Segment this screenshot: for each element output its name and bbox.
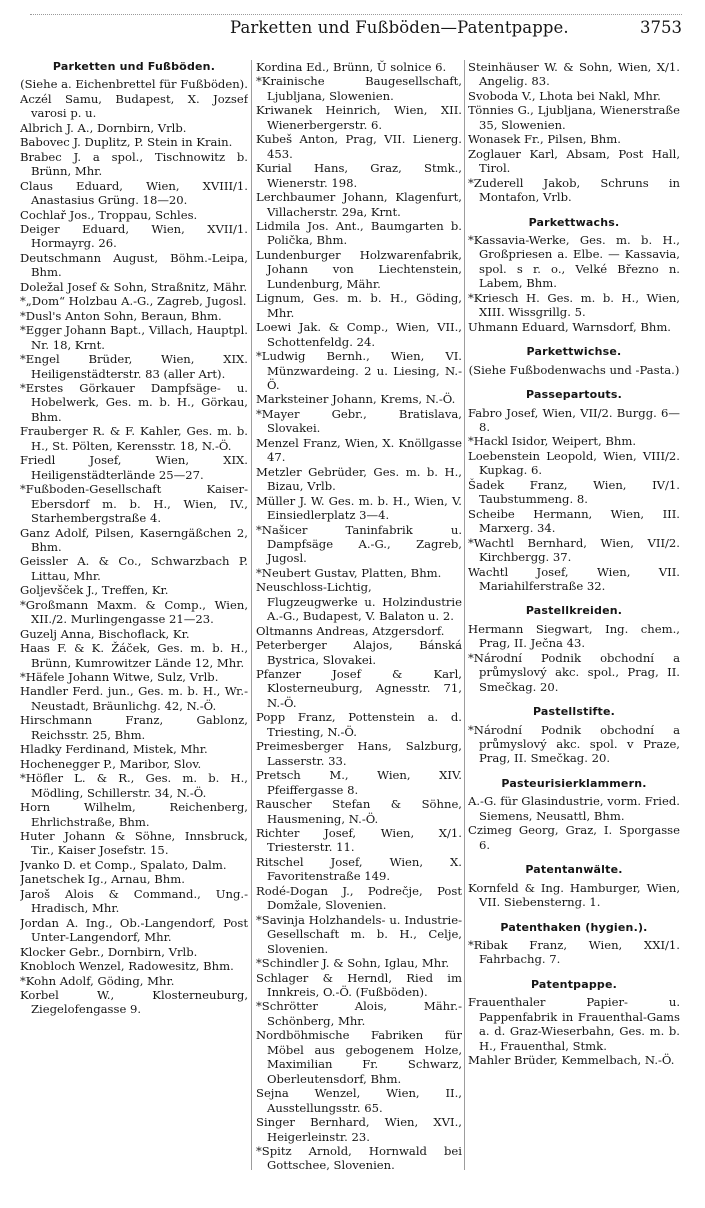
directory-entry: *Hackl Isidor, Weipert, Bhm. xyxy=(468,434,637,449)
directory-entry: Frauenthaler Papier- u. Pappenfabrik in Frauenthal-Gams a. d. Graz-Wieserbahn, Ges. m. b. H., Frauenthal, Stmk. xyxy=(468,995,680,1053)
directory-entry: Jordan A. Ing., Ob.-Langendorf, Post Unter-Langendorf, Mhr. xyxy=(20,915,248,945)
directory-entry: Geissler A. & Co., Schwarzbach P. Littau, Mhr. xyxy=(20,554,248,583)
directory-entry: Janetschek Ig., Arnau, Bhm. xyxy=(20,872,185,887)
directory-entry: Claus Eduard, Wien, XVIII/1. Anastasius Grüng. 18—20. xyxy=(20,178,248,208)
directory-entry: Czimeg Georg, Graz, I. Sporgasse 6. xyxy=(468,823,680,852)
directory-entry: Rodé-Dogan J., Podrečje, Post Domžale, Slovenien. xyxy=(256,883,462,913)
directory-entry: Doležal Josef & Sohn, Straßnitz, Mähr. xyxy=(20,279,248,294)
directory-entry: Schlager & Herndl, Ried im Innkreis, O.-Ö. (Fußböden). xyxy=(256,970,462,999)
directory-entry: *Schindler J. & Sohn, Iglau, Mhr. xyxy=(256,956,450,971)
directory-entry: Scheibe Hermann, Wien, III. Marxerg. 34. xyxy=(468,506,680,536)
directory-entry: *Krainische Baugesellschaft, Ljubljana, Slowenien. xyxy=(256,74,462,103)
directory-entry: Huter Johann & Söhne, Innsbruck, Tir., Kaiser Josefstr. 15. xyxy=(20,829,248,858)
directory-entry: Hladky Ferdinand, Mistek, Mhr. xyxy=(20,742,208,757)
section-heading: Patentpappe. xyxy=(530,977,618,991)
directory-entry: Ritschel Josef, Wien, X. Favoritenstraße 149. xyxy=(256,854,462,884)
section-heading: Parkettwachs. xyxy=(528,215,620,229)
directory-entry: *Mayer Gebr., Bratislava, Slovakei. xyxy=(256,406,462,436)
section-heading: Patentanwälte. xyxy=(525,863,623,877)
directory-entry: Fabro Josef, Wien, VII/2. Burgg. 6—8. xyxy=(468,405,680,434)
section-heading: Parketten und Fußböden. xyxy=(52,60,216,73)
directory-entry: Zoglauer Karl, Absam, Post Hall, Tirol. xyxy=(468,146,680,176)
directory-entry: Babovec J. Duplitz, P. Stein in Krain. xyxy=(20,135,233,150)
directory-entry: *Häfele Johann Witwe, Sulz, Vrlb. xyxy=(20,670,219,685)
directory-entry: Lerchbaumer Johann, Klagenfurt, Villacherstr. 29a, Krnt. xyxy=(256,190,462,219)
section-note: (Siehe a. Eichenbrettel für Fußböden). xyxy=(20,77,248,92)
directory-entry: *Egger Johann Bapt., Villach, Hauptpl. Nr. 18, Krnt. xyxy=(20,323,248,352)
directory-entry: *Našicer Taninfabrik u. Dampfsäge A.-G., Zagreb, Jugosl. xyxy=(256,522,462,566)
directory-entry: Deiger Eduard, Wien, XVII/1. Hormayrg. 26. xyxy=(20,221,248,251)
directory-entry: Brabec J. a spol., Tischnowitz b. Brünn, Mhr. xyxy=(20,149,248,179)
directory-entry: Albrich J. A., Dornbirn, Vrlb. xyxy=(20,120,187,135)
directory-entry: Loebenstein Leopold, Wien, VIII/2. Kupkag. 6. xyxy=(468,448,680,478)
directory-entry: Horn Wilhelm, Reichenberg, Ehrlichstraße, Bhm. xyxy=(20,800,248,829)
directory-entry: A.-G. für Glasindustrie, vorm. Fried. Siemens, Neusattl, Bhm. xyxy=(468,794,680,823)
running-head: Parketten und Fußböden—Patentpappe. xyxy=(230,18,569,37)
directory-entry: Frauberger R. & F. Kahler, Ges. m. b. H., St. Pölten, Kerensstr. 18, N.-Ö. xyxy=(20,424,248,453)
directory-entry: Uhmann Eduard, Warnsdorf, Bhm. xyxy=(468,319,671,334)
directory-entry: Goljevšček J., Treffen, Kr. xyxy=(20,583,169,598)
directory-entry: Klocker Gebr., Dornbirn, Vrlb. xyxy=(20,944,198,959)
directory-entry: *Spitz Arnold, Hornwald bei Gottschee, Slovenien. xyxy=(256,1143,462,1173)
column-1 xyxy=(20,60,248,1017)
directory-entry: Sejna Wenzel, Wien, II., Ausstellungsstr. 65. xyxy=(256,1086,462,1115)
directory-entry: *Erstes Görkauer Dampfsäge- u. Hobelwerk, Ges. m. b. H., Görkau, Bhm. xyxy=(20,380,248,424)
section-note: (Siehe Fußbodenwachs und -Pasta.) xyxy=(468,362,680,377)
directory-entry: *Dusl's Anton Sohn, Beraun, Bhm. xyxy=(20,308,222,323)
directory-entry: Hochenegger P., Maribor, Slov. xyxy=(20,756,202,771)
directory-entry: Marksteiner Johann, Krems, N.-Ö. xyxy=(256,392,456,407)
header-rule xyxy=(30,14,682,15)
directory-entry: Peterberger Alajos, Bánská Bystrica, Slovakei. xyxy=(256,638,462,667)
directory-entry: Tönnies G., Ljubljana, Wienerstraße 35, Slowenien. xyxy=(468,103,680,132)
section-heading: Parkettwichse. xyxy=(526,345,622,359)
section-heading: Patenthaken (hygien.). xyxy=(500,920,648,934)
directory-entry: Richter Josef, Wien, X/1. Triesterstr. 11. xyxy=(256,826,462,855)
directory-entry: Mahler Brüder, Kemmelbach, N.-Ö. xyxy=(468,1053,675,1068)
directory-entry: Hirschmann Franz, Gablonz, Reichsstr. 25, Bhm. xyxy=(20,713,248,742)
directory-entry: Pretsch M., Wien, XIV. Pfeiffergasse 8. xyxy=(256,768,462,797)
directory-entry: *Kohn Adolf, Göding, Mhr. xyxy=(20,973,175,988)
directory-entry: Preimesberger Hans, Salzburg, Lasserstr. 33. xyxy=(256,739,462,768)
directory-entry: *Ludwig Bernh., Wien, VI. Münzwardeing. 2 u. Liesing, N.-Ö. xyxy=(256,349,462,392)
directory-entry: *Národní Podnik obchodní a průmyslový akc. spol. v Praze, Prag, II. Smečkag. 20. xyxy=(468,722,680,766)
directory-entry: Handler Ferd. jun., Ges. m. b. H., Wr.-Neustadt, Bräunlichg. 42, N.-Ö. xyxy=(20,684,248,713)
directory-entry: Guzelj Anna, Bischoflack, Kr. xyxy=(20,626,190,641)
section-heading: Pastellstifte. xyxy=(532,705,616,719)
directory-entry: *Zuderell Jakob, Schruns in Montafon, Vrlb. xyxy=(468,175,680,205)
directory-entry: Nordböhmische Fabriken für Möbel aus gebogenem Holze, Maximilian Fr. Schwarz, Oberleutensdorf, Bhm. xyxy=(256,1028,462,1086)
directory-entry: Friedl Josef, Wien, XIX. Heiligenstädterlände 25—27. xyxy=(20,453,248,482)
directory-entry: Loewi Jak. & Comp., Wien, VII., Schottenfeldg. 24. xyxy=(256,320,462,349)
directory-entry: Müller J. W. Ges. m. b. H., Wien, V. Einsiedlerplatz 3—4. xyxy=(256,493,462,523)
directory-entry: Rauscher Stefan & Söhne, Hausmening, N.-Ö. xyxy=(256,797,462,826)
section-heading: Passepartouts. xyxy=(526,388,622,402)
directory-entry: Hermann Siegwart, Ing. chem., Prag, II. Ječna 43. xyxy=(468,621,680,651)
column-3 xyxy=(468,60,680,1068)
directory-entry: Svoboda V., Lhota bei Nakl, Mhr. xyxy=(468,88,661,103)
directory-entry: *Národní Podnik obchodní a průmyslový akc. spol., Prag, II. Smečkag. 20. xyxy=(468,650,680,694)
directory-entry: Lidmila Jos. Ant., Baumgarten b. Polička, Bhm. xyxy=(256,218,462,248)
directory-entry: *„Dom“ Holzbau A.-G., Zagreb, Jugosl. xyxy=(20,294,247,309)
directory-entry: *Neubert Gustav, Platten, Bhm. xyxy=(256,565,442,580)
directory-entry: *Großmann Maxm. & Comp., Wien, XII./2. Murlingengasse 21—23. xyxy=(20,597,248,627)
directory-entry: *Fußboden-Gesellschaft Kaiser-Ebersdorf m. b. H., Wien, IV., Starhembergstraße 4. xyxy=(20,482,248,526)
directory-entry: Knobloch Wenzel, Radowesitz, Bhm. xyxy=(20,959,234,974)
directory-entry: *Wachtl Bernhard, Wien, VII/2. Kirchbergg. 37. xyxy=(468,535,680,565)
directory-entry: Menzel Franz, Wien, X. Knöllgasse 47. xyxy=(256,435,462,465)
directory-entry: Cochlař Jos., Troppau, Schles. xyxy=(20,207,198,222)
directory-entry: Oltmanns Andreas, Atzgersdorf. xyxy=(256,623,445,638)
directory-entry: Kornfeld & Ing. Hamburger, Wien, VII. Siebensterng. 1. xyxy=(468,880,680,910)
directory-entry: Popp Franz, Pottenstein a. d. Triesting, N.-Ö. xyxy=(256,710,462,739)
column-rule xyxy=(251,60,252,1170)
directory-entry: *Savinja Holzhandels- u. Industrie-Gesellschaft m. b. H., Celje, Slovenien. xyxy=(256,912,462,956)
directory-entry: *Schrötter Alois, Mähr.-Schönberg, Mhr. xyxy=(256,999,462,1028)
directory-entry: Haas F. & K. Žáček, Ges. m. b. H., Brünn, Kumrowitzer Lände 12, Mhr. xyxy=(20,641,248,670)
directory-entry: Kurial Hans, Graz, Stmk., Wienerstr. 198. xyxy=(256,161,462,190)
directory-entry: Ganz Adolf, Pilsen, Kaserngäßchen 2, Bhm. xyxy=(20,525,248,554)
directory-entry: *Kassavia-Werke, Ges. m. b. H., Großpriesen a. Elbe. — Kassavia, spol. s r. o., Velké Březno n. Labem, Bhm. xyxy=(468,232,680,291)
directory-entry: Šadek Franz, Wien, IV/1. Taubstummeng. 8. xyxy=(468,477,680,507)
directory-entry: Steinhäuser W. & Sohn, Wien, X/1. Angelig. 83. xyxy=(468,60,680,89)
directory-entry: Pfanzer Josef & Karl, Klosterneuburg, Agnesstr. 71, N.-Ö. xyxy=(256,667,462,710)
page-header xyxy=(30,12,682,46)
directory-entry: Wachtl Josef, Wien, VII. Mariahilferstraße 32. xyxy=(468,564,680,593)
directory-entry: Lignum, Ges. m. b. H., Göding, Mhr. xyxy=(256,291,462,320)
section-heading: Pastellkreiden. xyxy=(525,604,623,618)
directory-entry: Neuschloss-Lichtig, Flugzeugwerke u. Holzindustrie A.-G., Budapest, V. Balaton u. 2. xyxy=(256,580,462,624)
directory-entry: Metzler Gebrüder, Ges. m. b. H., Bizau, Vrlb. xyxy=(256,464,462,494)
directory-entry: *Ribak Franz, Wien, XXI/1. Fahrbachg. 7. xyxy=(468,938,680,967)
directory-entry: Deutschmann August, Böhm.-Leipa, Bhm. xyxy=(20,250,248,280)
directory-entry: Wonasek Fr., Pilsen, Bhm. xyxy=(468,132,621,147)
page-number: 3753 xyxy=(640,18,682,37)
directory-entry: Singer Bernhard, Wien, XVI., Heigerleinstr. 23. xyxy=(256,1115,462,1144)
column-2 xyxy=(256,60,462,1173)
directory-entry: Korbel W., Klosterneuburg, Ziegelofengasse 9. xyxy=(20,988,248,1017)
directory-entry: Jaroš Alois & Command., Ung.-Hradisch, Mhr. xyxy=(20,886,248,916)
directory-entry: Lundenburger Holzwarenfabrik, Johann von Liechtenstein, Lundenburg, Mähr. xyxy=(256,247,462,291)
column-rule xyxy=(464,60,465,1170)
directory-entry: Aczél Samu, Budapest, X. Jozsef varosi p. u. xyxy=(20,91,248,121)
directory-entry: Jvanko D. et Comp., Spalato, Dalm. xyxy=(20,857,227,872)
directory-entry: Kubeš Anton, Prag, VII. Lienerg. 453. xyxy=(256,132,462,161)
directory-entry: *Engel Brüder, Wien, XIX. Heiligenstädterstr. 83 (aller Art). xyxy=(20,352,248,381)
section-heading: Pasteurisierklammern. xyxy=(501,776,647,790)
directory-entry: *Höfler L. & R., Ges. m. b. H., Mödling, Schillerstr. 34, N.-Ö. xyxy=(20,771,248,800)
directory-entry: Kriwanek Heinrich, Wien, XII. Wienerbergerstr. 6. xyxy=(256,103,462,132)
directory-entry: Kordina Ed., Brünn, Ŭ solnice 6. xyxy=(256,60,447,74)
directory-entry: *Kriesch H. Ges. m. b. H., Wien, XIII. Wissgrillg. 5. xyxy=(468,290,680,320)
